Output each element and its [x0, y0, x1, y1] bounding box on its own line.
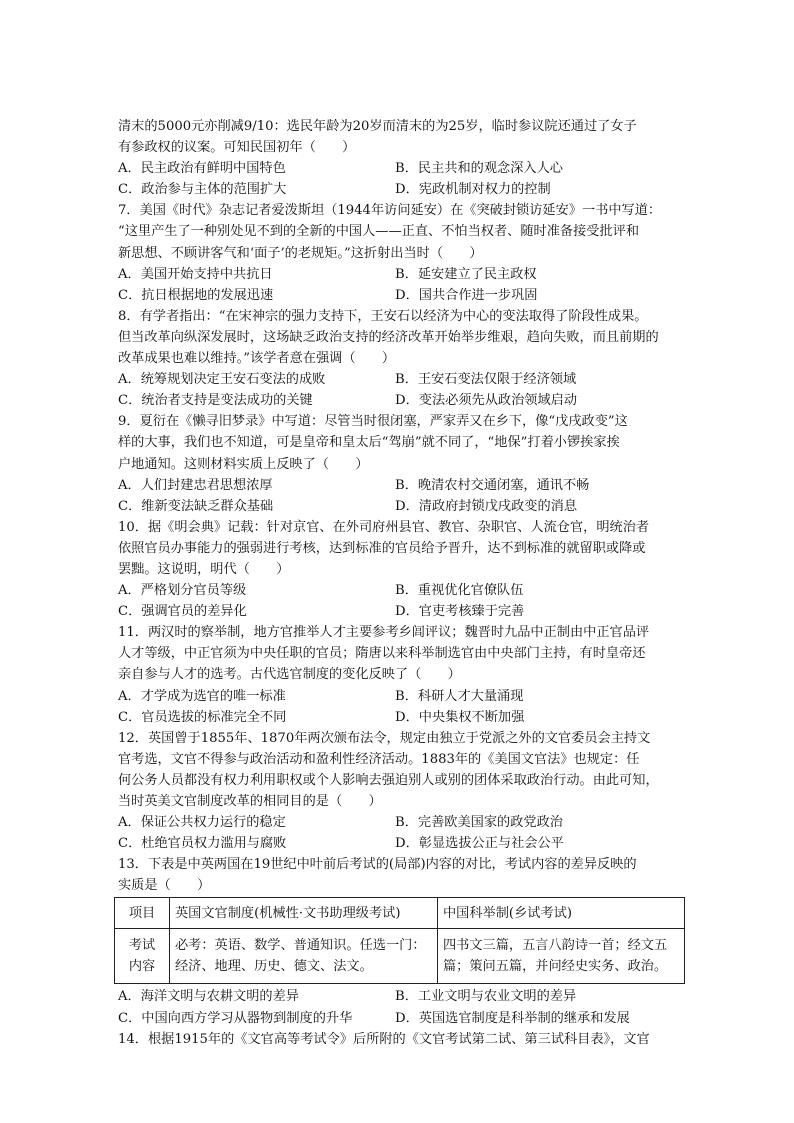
question-line: 何公务人员都没有权力利用职权或个人影响去强迫别人或别的团体采取政治行动。由此可知，	[118, 772, 659, 788]
option-c[interactable]: C．政治参与主体的范围扩大	[118, 182, 287, 198]
option-row	[118, 1008, 686, 1029]
question-line: 当时英美文官制度改革的相同目的是（ ）	[118, 794, 382, 809]
question-line: 但当改革向纵深发展时，这场缺乏政治支持的经济改革开始举步维艰，趋向失败，而且前期的	[118, 329, 659, 345]
uk-exam-content	[170, 929, 438, 984]
option-c[interactable]: C．维新变法缺乏群众基础	[118, 498, 274, 514]
row-label-line: 考试	[128, 938, 156, 954]
question-14	[118, 1029, 686, 1050]
option-a[interactable]: A．海洋文明与农耕文明的差异	[118, 989, 299, 1005]
table-header-cell: 英国文官制度(机械性·文书助理级考试)	[170, 898, 438, 929]
china-exam-content	[438, 929, 685, 984]
question-13	[118, 854, 686, 1028]
question-11	[118, 622, 686, 727]
question-line: 人才等级，中正官须为中央任职的官员；隋唐以来科举制选官由中央部门主持，有时皇帝还	[118, 646, 646, 662]
question-12	[118, 728, 686, 855]
option-b[interactable]: B．完善欧美国家的政党政治	[395, 815, 563, 831]
option-b[interactable]: B．王安石变法仅限于经济领域	[395, 372, 577, 388]
question-line: 7．美国《时代》杂志记者爱泼斯坦（1944年访问延安）在《突破封锁访延安》一书中写道：	[118, 203, 662, 219]
option-row	[118, 986, 686, 1007]
option-d[interactable]: D．变法必须先从政治领域启动	[395, 393, 578, 409]
option-row	[118, 475, 686, 496]
option-b[interactable]: B．延安建立了民主政权	[395, 266, 537, 282]
cell-line: 经济、地理、历史、德文、法文。	[175, 959, 373, 975]
question-line: 13．下表是中英两国在19世纪中叶前后考试的(局部)内容的对比，考试内容的差异反映的	[118, 857, 637, 873]
question-line: 罢黜。这说明，明代（ ）	[118, 561, 290, 577]
question-line: “这里产生了一种别处见不到的全新的中国人——正直、不怕当权者、随时准备接受批评和	[118, 224, 640, 240]
question-7	[118, 200, 686, 305]
option-row	[118, 707, 686, 728]
table-header-cell: 项目	[115, 898, 170, 929]
question-line: 新思想、不顾讲客气和‘面子’的老规矩。”这折射出当时（ ）	[118, 245, 483, 261]
option-a[interactable]: A．保证公共权力运行的稳定	[118, 815, 286, 831]
question-line: 样的大事，我们也不知道，可是皇帝和皇太后“驾崩”就不同了，“地保”打着小锣挨家挨	[118, 435, 620, 451]
question-line: 有参政权的议案。可知民国初年（ ）	[118, 140, 356, 156]
option-row	[118, 580, 686, 601]
row-label-line: 内容	[128, 959, 156, 975]
cell-line: 必考：英语、数学、普通知识。任选一门：	[175, 938, 426, 954]
question-line: 8．有学者指出：“在宋神宗的强力支持下，王安石以经济为中心的变法取得了阶段性成果。	[118, 308, 648, 324]
option-a[interactable]: A．美国开始支持中共抗日	[118, 266, 273, 282]
option-d[interactable]: D．国共合作进一步巩固	[395, 287, 538, 303]
option-a[interactable]: A．统筹规划决定王安石变法的成败	[118, 372, 326, 388]
question-line: 清末的5000元亦削减9/10：选民年龄为20岁而清末的为25岁，临时参议院还通过了女子	[118, 119, 637, 134]
option-c[interactable]: C．强调官员的差异化	[118, 604, 247, 620]
option-c[interactable]: C．抗日根据地的发展迅速	[118, 287, 274, 303]
option-b[interactable]: B．民主共和的观念深入人心	[395, 161, 563, 177]
option-row	[118, 369, 686, 390]
option-d[interactable]: D．官吏考核臻于完善	[395, 604, 525, 620]
question-line: 10．据《明会典》记载：针对京官、在外司府州县官、教官、杂职官、人流仓官，明统治者	[118, 519, 650, 535]
table-row-label	[115, 929, 170, 984]
comparison-table	[114, 897, 685, 984]
option-b[interactable]: B．工业文明与农业文明的差异	[395, 989, 577, 1005]
question-line: 14．根据1915年的《文官高等考试令》后所附的《文官考试第二试、第三试科目表》，文官	[118, 1031, 650, 1047]
option-c[interactable]: C．官员选拔的标准完全不同	[118, 709, 287, 725]
option-a[interactable]: A．才学成为选官的唯一标准	[118, 688, 286, 704]
option-row	[118, 390, 686, 411]
option-row	[118, 158, 686, 179]
option-c[interactable]: C．杜绝官员权力滥用与腐败	[118, 836, 287, 852]
question-9	[118, 411, 686, 516]
exam-page	[118, 116, 686, 1050]
option-d[interactable]: D．清政府封锁戊戌政变的消息	[395, 498, 578, 514]
option-d[interactable]: D．英国选官制度是科举制的继承和发展	[395, 1010, 630, 1026]
option-row	[118, 496, 686, 517]
question-line: 实质是（ ）	[118, 878, 211, 894]
option-row	[118, 812, 686, 833]
intro-block	[118, 116, 686, 200]
table-header-row	[115, 898, 685, 929]
table-row	[115, 929, 685, 984]
option-row	[118, 833, 686, 854]
option-row	[118, 285, 686, 306]
option-d[interactable]: D．中央集权不断加强	[395, 709, 525, 725]
option-row	[118, 601, 686, 622]
question-line: 12．英国曾于1855年、1870年两次颁布法令，规定由独立于党派之外的文官委员会主持文	[118, 730, 651, 746]
option-a[interactable]: A．民主政治有鲜明中国特色	[118, 161, 286, 177]
cell-line: 四书文三篇，五言八韵诗一首；经文五	[443, 938, 668, 954]
option-c[interactable]: C．中国向西方学习从器物到制度的升华	[118, 1010, 353, 1026]
option-row	[118, 686, 686, 707]
question-line: 户地通知。这则材料实质上反映了（ ）	[118, 456, 369, 472]
option-a[interactable]: A．严格划分官员等级	[118, 583, 247, 599]
option-b[interactable]: B．晚清农村交通闭塞，通讯不畅	[395, 477, 590, 493]
question-8	[118, 306, 686, 411]
question-10	[118, 517, 686, 622]
option-b[interactable]: B．重视优化官僚队伍	[395, 583, 524, 599]
option-b[interactable]: B．科研人才大量涌现	[395, 688, 524, 704]
cell-line: 篇；策问五篇，并问经史实务、政治。	[443, 959, 668, 975]
question-line: 改革成果也难以维持。”该学者意在强调（ ）	[118, 351, 396, 367]
option-row	[118, 264, 686, 285]
option-a[interactable]: A．人们封建忠君思想浓厚	[118, 477, 273, 493]
question-line: 9．夏衍在《懒寻旧梦录》中写道：尽管当时很闭塞，严家弄又在乡下，像“戊戌政变”这	[118, 414, 628, 430]
option-c[interactable]: C．统治者支持是变法成功的关键	[118, 393, 313, 409]
option-d[interactable]: D．彰显选拔公正与社会公平	[395, 836, 564, 852]
question-line: 亲自参与人才的选考。古代选官制度的变化反映了（ ）	[118, 667, 461, 683]
question-line: 官考选，文官不得参与政治活动和盈利性经济活动。1883年的《美国文官法》也规定：任	[118, 751, 640, 767]
question-line: 11．两汉时的察举制，地方官推举人才主要参考乡闾评议；魏晋时九品中正制由中正官品评	[118, 625, 650, 641]
table-header-cell: 中国科举制(乡试考试)	[438, 898, 685, 929]
question-line: 依照官员办事能力的强弱进行考核，达到标准的官员给予晋升，达不到标准的就留职或降或	[118, 540, 646, 556]
option-row	[118, 179, 686, 200]
option-d[interactable]: D．宪政机制对权力的控制	[395, 182, 551, 198]
